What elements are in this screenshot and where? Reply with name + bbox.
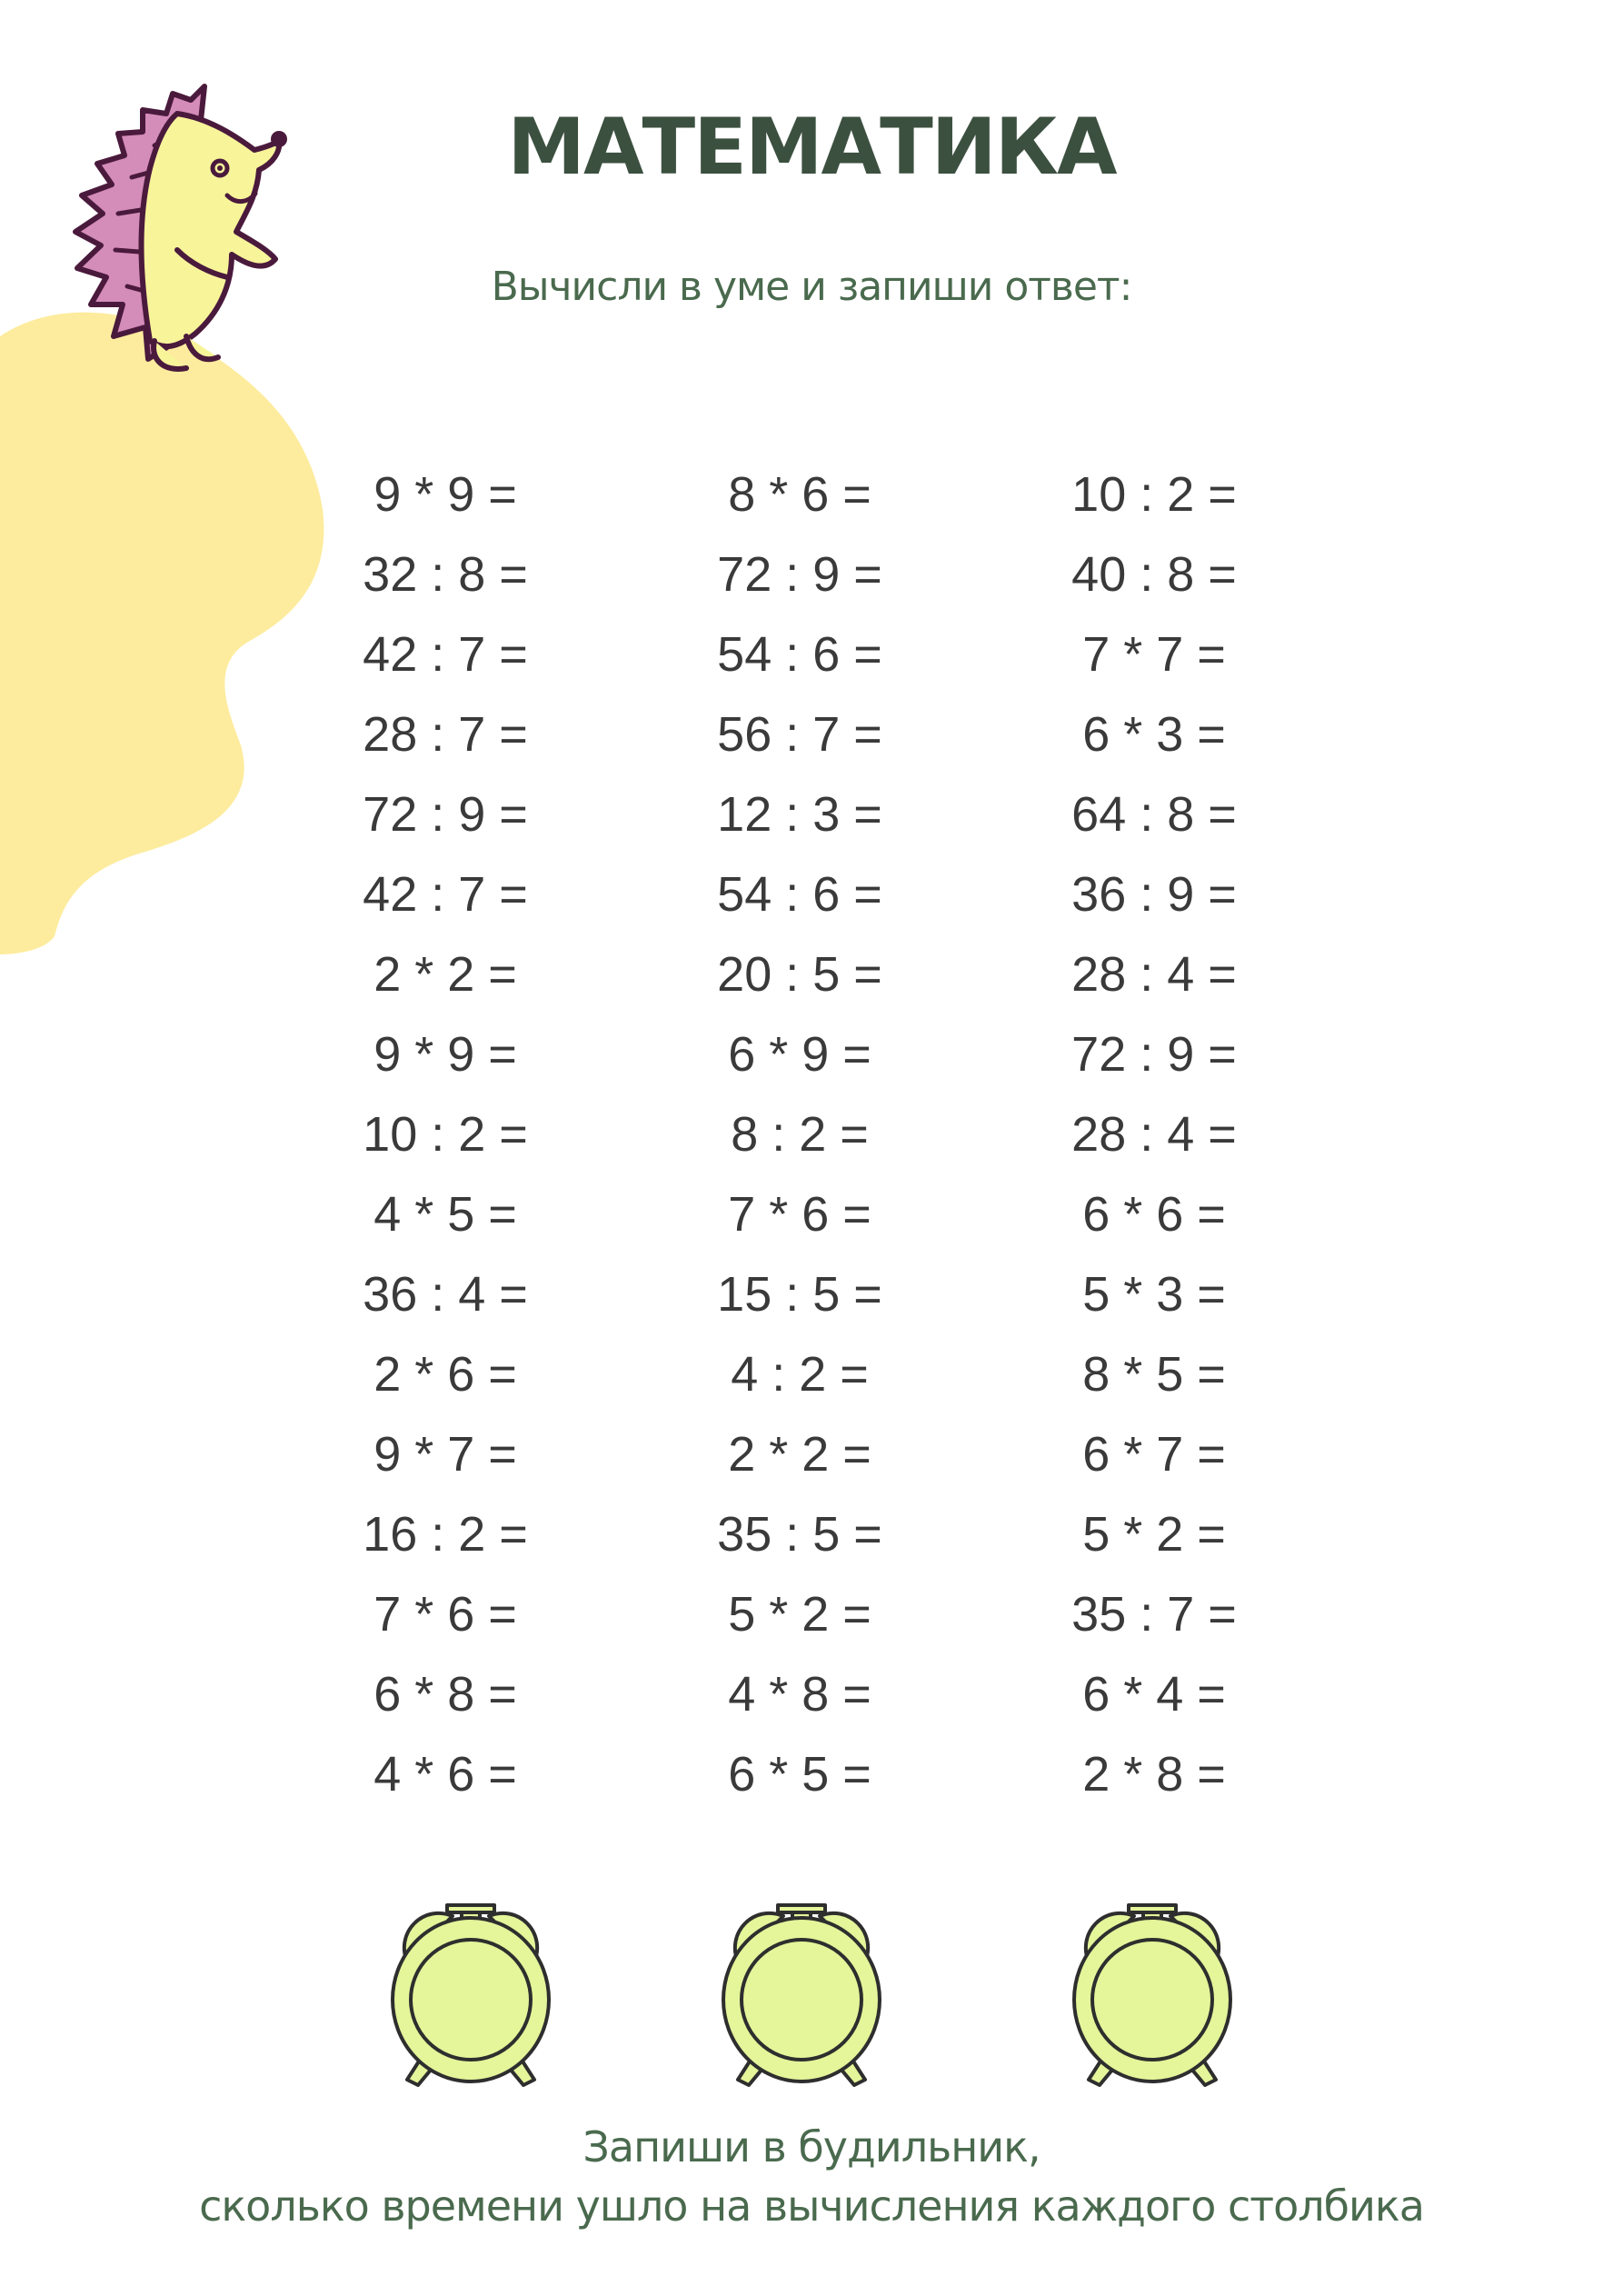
math-expression: 72 : 9 = — [363, 787, 528, 842]
math-expression: 9 * 7 = — [373, 1427, 517, 1482]
math-expression: 6 * 4 = — [1082, 1667, 1226, 1722]
math-expression: 56 : 7 = — [717, 707, 882, 762]
page-title: МАТЕМАТИКА — [507, 102, 1116, 193]
math-expression: 4 * 6 = — [373, 1747, 517, 1802]
math-expression: 7 * 6 = — [373, 1587, 517, 1642]
math-expression: 54 : 6 = — [717, 867, 882, 922]
alarm-clock-icon[interactable] — [380, 1900, 562, 2091]
yellow-blob-decoration — [0, 300, 327, 954]
exercise-column-1 — [282, 454, 609, 1814]
math-expression: 20 : 5 = — [717, 947, 882, 1002]
math-expression: 54 : 6 = — [717, 627, 882, 682]
math-expression: 4 * 5 = — [373, 1187, 517, 1242]
math-expression: 5 * 3 = — [1082, 1267, 1226, 1322]
math-expression: 36 : 9 = — [1071, 867, 1237, 922]
math-expression: 8 * 6 = — [728, 467, 871, 522]
math-expression: 7 * 6 = — [728, 1187, 871, 1242]
math-expression: 6 * 8 = — [373, 1667, 517, 1722]
math-expression: 9 * 9 = — [373, 467, 517, 522]
math-expression: 7 * 7 = — [1082, 627, 1226, 682]
math-expression: 6 * 9 = — [728, 1027, 871, 1082]
math-expression: 28 : 4 = — [1071, 947, 1237, 1002]
math-expression: 12 : 3 = — [717, 787, 882, 842]
exercise-column-3 — [991, 454, 1318, 1814]
alarm-clock-icon[interactable] — [711, 1900, 892, 2091]
math-expression: 2 * 2 = — [373, 947, 517, 1002]
math-expression: 10 : 2 = — [1071, 467, 1237, 522]
math-expression: 2 * 8 = — [1082, 1747, 1226, 1802]
exercise-column-2 — [636, 454, 963, 1814]
math-expression: 35 : 7 = — [1071, 1587, 1237, 1642]
math-expression: 42 : 7 = — [363, 627, 528, 682]
math-expression: 35 : 5 = — [717, 1507, 882, 1562]
math-expression: 2 * 2 = — [728, 1427, 871, 1482]
math-expression: 6 * 7 = — [1082, 1427, 1226, 1482]
math-expression: 4 : 2 = — [731, 1347, 869, 1402]
math-expression: 6 * 5 = — [728, 1747, 871, 1802]
footer-instruction-line-1: Запиши в будильник, — [582, 2122, 1041, 2171]
math-expression: 10 : 2 = — [363, 1107, 528, 1162]
math-expression: 6 * 6 = — [1082, 1187, 1226, 1242]
math-expression: 32 : 8 = — [363, 547, 528, 602]
math-expression: 8 * 5 = — [1082, 1347, 1226, 1402]
math-expression: 28 : 7 = — [363, 707, 528, 762]
math-expression: 5 * 2 = — [1082, 1507, 1226, 1562]
math-expression: 5 * 2 = — [728, 1587, 871, 1642]
math-expression: 64 : 8 = — [1071, 787, 1237, 842]
math-expression: 4 * 8 = — [728, 1667, 871, 1722]
math-expression: 9 * 9 = — [373, 1027, 517, 1082]
math-expression: 2 * 6 = — [373, 1347, 517, 1402]
math-expression: 36 : 4 = — [363, 1267, 528, 1322]
math-expression: 72 : 9 = — [717, 547, 882, 602]
alarm-clock-icon[interactable] — [1061, 1900, 1243, 2091]
math-expression: 28 : 4 = — [1071, 1107, 1237, 1162]
math-expression: 6 * 3 = — [1082, 707, 1226, 762]
math-expression: 72 : 9 = — [1071, 1027, 1237, 1082]
footer-instruction-line-2: сколько времени ушло на вычисления каждого столбика — [199, 2181, 1424, 2231]
instruction-text: Вычисли в уме и запиши ответ: — [491, 264, 1132, 310]
math-expression: 16 : 2 = — [363, 1507, 528, 1562]
math-expression: 8 : 2 = — [731, 1107, 869, 1162]
math-expression: 40 : 8 = — [1071, 547, 1237, 602]
math-expression: 15 : 5 = — [717, 1267, 882, 1322]
math-expression: 42 : 7 = — [363, 867, 528, 922]
